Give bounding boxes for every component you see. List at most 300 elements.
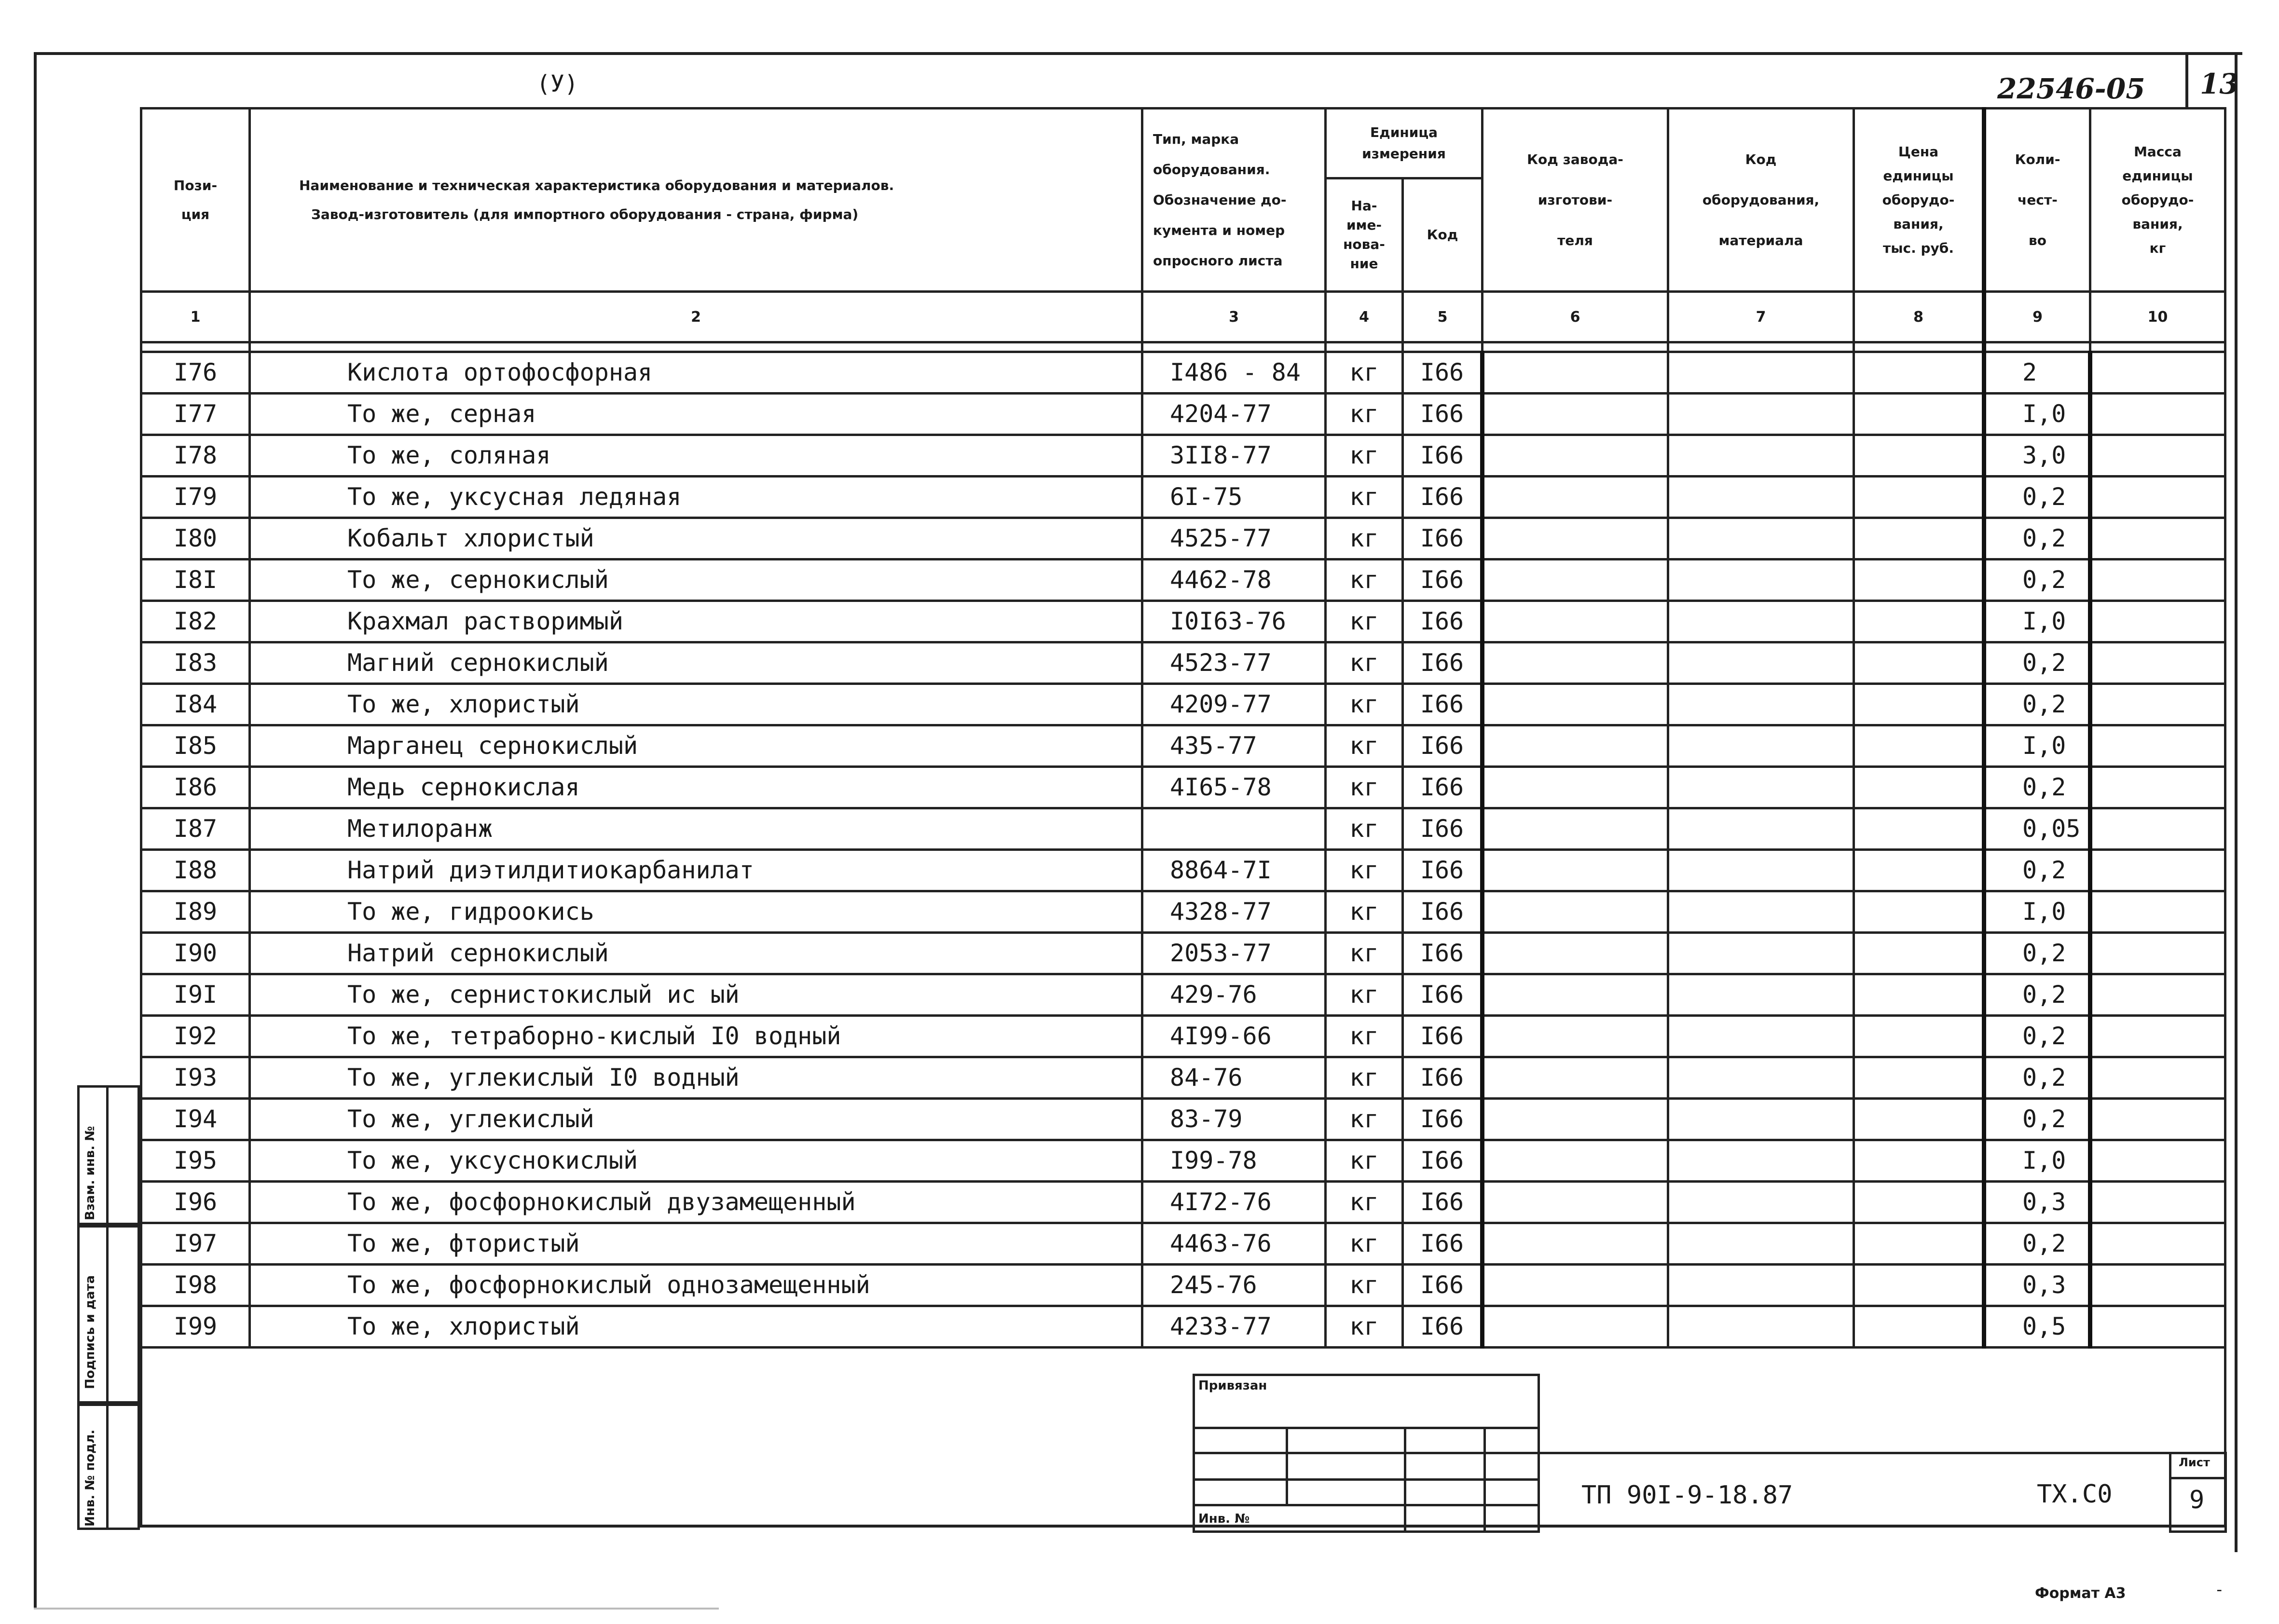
- factory-code-cell: [1483, 435, 1668, 477]
- type-cell: 8864-7I: [1142, 850, 1326, 891]
- quantity-cell: 0,2: [1984, 518, 2090, 560]
- header-unit-name: На- име- нова- ние: [1326, 178, 1403, 292]
- name-cell: То же, уксуснокислый: [250, 1140, 1142, 1182]
- unit-code-cell: I66: [1403, 684, 1483, 725]
- position-cell: I89: [141, 891, 250, 933]
- equipment-code-cell: [1668, 1140, 1854, 1182]
- unit-cell: кг: [1326, 1223, 1403, 1265]
- equipment-code-cell: [1668, 1265, 1854, 1306]
- unit-cell: кг: [1326, 891, 1403, 933]
- col-number: 10: [2090, 292, 2225, 342]
- type-cell: [1142, 808, 1326, 850]
- equipment-code-cell: [1668, 808, 1854, 850]
- equipment-code-cell: [1668, 684, 1854, 725]
- col-number: 9: [1984, 292, 2090, 342]
- type-cell: 84-76: [1142, 1057, 1326, 1099]
- position-cell: I96: [141, 1182, 250, 1223]
- equipment-code-cell: [1668, 435, 1854, 477]
- table-row: [141, 933, 2225, 974]
- equipment-code-cell: [1668, 642, 1854, 684]
- footer-dash: -: [2214, 1580, 2224, 1599]
- type-cell: 4I65-78: [1142, 767, 1326, 808]
- table-row: [141, 435, 2225, 477]
- privyazan-label: Привязан: [1198, 1378, 1267, 1393]
- name-cell: Крахмал растворимый: [250, 601, 1142, 642]
- quantity-cell: I,0: [1984, 891, 2090, 933]
- factory-code-cell: [1483, 974, 1668, 1016]
- factory-code-cell: [1483, 560, 1668, 601]
- quantity-cell: 2: [1984, 352, 2090, 394]
- quantity-cell: 0,05: [1984, 808, 2090, 850]
- unit-cell: кг: [1326, 767, 1403, 808]
- inv-number-label: Инв. №: [1198, 1512, 1250, 1526]
- position-cell: I88: [141, 850, 250, 891]
- factory-code-cell: [1483, 1182, 1668, 1223]
- factory-code-cell: [1483, 767, 1668, 808]
- mass-cell: [2090, 684, 2225, 725]
- unit-code-cell: I66: [1403, 642, 1483, 684]
- sheet-code: ТХ.С0: [2037, 1480, 2113, 1509]
- quantity-cell: 0,2: [1984, 1099, 2090, 1140]
- unit-cell: кг: [1326, 560, 1403, 601]
- mass-cell: [2090, 850, 2225, 891]
- unit-cell: кг: [1326, 435, 1403, 477]
- mass-cell: [2090, 1099, 2225, 1140]
- equipment-code-cell: [1668, 767, 1854, 808]
- price-cell: [1854, 1306, 1984, 1348]
- price-cell: [1854, 477, 1984, 518]
- equipment-code-cell: [1668, 352, 1854, 394]
- unit-cell: кг: [1326, 933, 1403, 974]
- mass-cell: [2090, 974, 2225, 1016]
- unit-code-cell: I66: [1403, 435, 1483, 477]
- price-cell: [1854, 808, 1984, 850]
- type-cell: I99-78: [1142, 1140, 1326, 1182]
- quantity-cell: 0,2: [1984, 560, 2090, 601]
- price-cell: [1854, 1223, 1984, 1265]
- position-cell: I9I: [141, 974, 250, 1016]
- quantity-cell: 3,0: [1984, 435, 2090, 477]
- mass-cell: [2090, 1223, 2225, 1265]
- type-cell: 4463-76: [1142, 1223, 1326, 1265]
- type-cell: 2053-77: [1142, 933, 1326, 974]
- quantity-cell: 0,2: [1984, 1223, 2090, 1265]
- header-unit-price: Цена единицы оборудо- вания, тыс. руб.: [1854, 109, 1984, 292]
- type-cell: 4525-77: [1142, 518, 1326, 560]
- factory-code-cell: [1483, 1099, 1668, 1140]
- table-row: [141, 352, 2225, 394]
- quantity-cell: 0,2: [1984, 767, 2090, 808]
- unit-cell: кг: [1326, 1140, 1403, 1182]
- name-cell: То же, уксусная ледяная: [250, 477, 1142, 518]
- table-row: [141, 394, 2225, 435]
- factory-code-cell: [1483, 1016, 1668, 1057]
- price-cell: [1854, 1182, 1984, 1223]
- table-row: [141, 1016, 2225, 1057]
- unit-cell: кг: [1326, 725, 1403, 767]
- name-cell: То же, сернокислый: [250, 560, 1142, 601]
- name-cell: Кислота ортофосфорная: [250, 352, 1142, 394]
- unit-cell: кг: [1326, 684, 1403, 725]
- quantity-cell: 0,3: [1984, 1182, 2090, 1223]
- position-cell: I8I: [141, 560, 250, 601]
- position-cell: I99: [141, 1306, 250, 1348]
- unit-cell: кг: [1326, 850, 1403, 891]
- price-cell: [1854, 891, 1984, 933]
- mass-cell: [2090, 477, 2225, 518]
- factory-code-cell: [1483, 891, 1668, 933]
- name-cell: То же, гидроокись: [250, 891, 1142, 933]
- price-cell: [1854, 933, 1984, 974]
- col-number: 1: [141, 292, 250, 342]
- stamp-vzam-inv-label: Взам. инв. №: [83, 1126, 97, 1220]
- unit-cell: кг: [1326, 394, 1403, 435]
- doc-code: ТП 90I-9-18.87: [1581, 1481, 1793, 1510]
- table-row: [141, 891, 2225, 933]
- quantity-cell: I,0: [1984, 394, 2090, 435]
- header-name: Наименование и техническая характеристика оборудования и материалов. Завод-изготовитель (для импортного оборудования - страна, фирма): [250, 109, 1142, 292]
- table-row: [141, 518, 2225, 560]
- type-cell: 429-76: [1142, 974, 1326, 1016]
- name-cell: То же, фтористый: [250, 1223, 1142, 1265]
- name-cell: Натрий диэтилдитиокарбанилат: [250, 850, 1142, 891]
- mass-cell: [2090, 767, 2225, 808]
- name-cell: То же, серная: [250, 394, 1142, 435]
- equipment-code-cell: [1668, 518, 1854, 560]
- equipment-code-cell: [1668, 1099, 1854, 1140]
- quantity-cell: 0,5: [1984, 1306, 2090, 1348]
- equipment-code-cell: [1668, 560, 1854, 601]
- quantity-cell: 0,2: [1984, 1016, 2090, 1057]
- table-row: [141, 560, 2225, 601]
- type-cell: 4462-78: [1142, 560, 1326, 601]
- bottom-blank-area: [141, 1348, 2225, 1527]
- unit-cell: кг: [1326, 1265, 1403, 1306]
- position-cell: I90: [141, 933, 250, 974]
- mass-cell: [2090, 352, 2225, 394]
- price-cell: [1854, 725, 1984, 767]
- table-row: [141, 477, 2225, 518]
- quantity-cell: I,0: [1984, 725, 2090, 767]
- name-cell: То же, тетраборно-кислый I0 водный: [250, 1016, 1142, 1057]
- name-cell: То же, фосфорнокислый двузамещенный: [250, 1182, 1142, 1223]
- quantity-cell: 0,2: [1984, 850, 2090, 891]
- sheet-label: Лист: [2179, 1456, 2210, 1469]
- unit-cell: кг: [1326, 642, 1403, 684]
- table-row: [141, 684, 2225, 725]
- table-row: [141, 1223, 2225, 1265]
- mass-cell: [2090, 1265, 2225, 1306]
- factory-code-cell: [1483, 933, 1668, 974]
- name-cell: Кобальт хлористый: [250, 518, 1142, 560]
- col-number: 5: [1403, 292, 1483, 342]
- stamp-divider: [106, 1085, 109, 1530]
- type-cell: 245-76: [1142, 1265, 1326, 1306]
- factory-code-cell: [1483, 850, 1668, 891]
- equipment-code-cell: [1668, 601, 1854, 642]
- col-number: 7: [1668, 292, 1854, 342]
- equipment-code-cell: [1668, 933, 1854, 974]
- col-number: 3: [1142, 292, 1326, 342]
- price-cell: [1854, 684, 1984, 725]
- col-number: 2: [250, 292, 1142, 342]
- table-body: [141, 352, 2225, 1348]
- factory-code-cell: [1483, 642, 1668, 684]
- unit-cell: кг: [1326, 974, 1403, 1016]
- position-cell: I92: [141, 1016, 250, 1057]
- type-cell: 4209-77: [1142, 684, 1326, 725]
- unit-code-cell: I66: [1403, 974, 1483, 1016]
- header-row-1: [141, 109, 2225, 178]
- unit-code-cell: I66: [1403, 725, 1483, 767]
- header-unit-code: Код: [1403, 178, 1483, 292]
- type-cell: I486 - 84: [1142, 352, 1326, 394]
- equipment-code-cell: [1668, 891, 1854, 933]
- price-cell: [1854, 1140, 1984, 1182]
- header-quantity: Коли- чест- во: [1984, 109, 2090, 292]
- mass-cell: [2090, 642, 2225, 684]
- unit-cell: кг: [1326, 601, 1403, 642]
- mass-cell: [2090, 1016, 2225, 1057]
- position-cell: I84: [141, 684, 250, 725]
- paper-format: Формат А3: [2035, 1585, 2126, 1602]
- price-cell: [1854, 435, 1984, 477]
- unit-code-cell: I66: [1403, 394, 1483, 435]
- mass-cell: [2090, 394, 2225, 435]
- type-cell: 4328-77: [1142, 891, 1326, 933]
- price-cell: [1854, 1265, 1984, 1306]
- header-factory-code: Код завода- изготови- теля: [1483, 109, 1668, 292]
- header-unit: Единица измерения: [1326, 109, 1483, 178]
- position-cell: I83: [141, 642, 250, 684]
- position-cell: I94: [141, 1099, 250, 1140]
- unit-cell: кг: [1326, 477, 1403, 518]
- column-number-row: [141, 292, 2225, 342]
- unit-code-cell: I66: [1403, 850, 1483, 891]
- factory-code-cell: [1483, 394, 1668, 435]
- position-cell: I78: [141, 435, 250, 477]
- quantity-cell: 0,2: [1984, 1057, 2090, 1099]
- price-cell: [1854, 394, 1984, 435]
- factory-code-cell: [1483, 1140, 1668, 1182]
- type-cell: 435-77: [1142, 725, 1326, 767]
- type-cell: 4I99-66: [1142, 1016, 1326, 1057]
- col-number: 6: [1483, 292, 1668, 342]
- document-number: 22546-05: [1997, 72, 2145, 105]
- table-row: [141, 808, 2225, 850]
- position-cell: I98: [141, 1265, 250, 1306]
- type-cell: 83-79: [1142, 1099, 1326, 1140]
- position-cell: I77: [141, 394, 250, 435]
- mass-cell: [2090, 1057, 2225, 1099]
- unit-code-cell: I66: [1403, 1265, 1483, 1306]
- type-cell: 4523-77: [1142, 642, 1326, 684]
- bottom-scan-line: [34, 1608, 719, 1610]
- quantity-cell: I,0: [1984, 1140, 2090, 1182]
- quantity-cell: 0,2: [1984, 642, 2090, 684]
- name-cell: То же, углекислый: [250, 1099, 1142, 1140]
- position-cell: I97: [141, 1223, 250, 1265]
- header-equipment-code: Код оборудования, материала: [1668, 109, 1854, 292]
- name-cell: Медь сернокислая: [250, 767, 1142, 808]
- mass-cell: [2090, 1182, 2225, 1223]
- quantity-cell: 0,3: [1984, 1265, 2090, 1306]
- page-corner-number: 13: [2200, 68, 2239, 100]
- unit-cell: кг: [1326, 1016, 1403, 1057]
- frame-right-edge: [2235, 52, 2238, 1552]
- sheet-number: 9: [2189, 1486, 2205, 1515]
- unit-code-cell: I66: [1403, 1306, 1483, 1348]
- unit-code-cell: I66: [1403, 933, 1483, 974]
- position-cell: I82: [141, 601, 250, 642]
- equipment-code-cell: [1668, 974, 1854, 1016]
- mass-cell: [2090, 933, 2225, 974]
- specification-table: [140, 107, 2226, 1528]
- price-cell: [1854, 974, 1984, 1016]
- mass-cell: [2090, 725, 2225, 767]
- table-row: [141, 1306, 2225, 1348]
- name-cell: То же, углекислый I0 водный: [250, 1057, 1142, 1099]
- type-cell: I0I63-76: [1142, 601, 1326, 642]
- table-row: [141, 1140, 2225, 1182]
- factory-code-cell: [1483, 1265, 1668, 1306]
- equipment-code-cell: [1668, 1306, 1854, 1348]
- name-cell: Марганец сернокислый: [250, 725, 1142, 767]
- equipment-code-cell: [1668, 477, 1854, 518]
- unit-code-cell: I66: [1403, 477, 1483, 518]
- mass-cell: [2090, 1306, 2225, 1348]
- name-cell: Метилоранж: [250, 808, 1142, 850]
- type-cell: 3II8-77: [1142, 435, 1326, 477]
- unit-code-cell: I66: [1403, 1223, 1483, 1265]
- type-cell: 6I-75: [1142, 477, 1326, 518]
- mass-cell: [2090, 808, 2225, 850]
- table-row: [141, 767, 2225, 808]
- position-cell: I86: [141, 767, 250, 808]
- name-cell: То же, фосфорнокислый однозамещенный: [250, 1265, 1142, 1306]
- position-cell: I87: [141, 808, 250, 850]
- header-type: Тип, марка оборудования. Обозначение до- кумента и номер опросного листа: [1142, 109, 1326, 292]
- equipment-code-cell: [1668, 1223, 1854, 1265]
- mass-cell: [2090, 601, 2225, 642]
- table-row: [141, 974, 2225, 1016]
- position-cell: I76: [141, 352, 250, 394]
- position-cell: I95: [141, 1140, 250, 1182]
- unit-cell: кг: [1326, 1306, 1403, 1348]
- unit-cell: кг: [1326, 1099, 1403, 1140]
- type-cell: 4233-77: [1142, 1306, 1326, 1348]
- table-row: [141, 642, 2225, 684]
- factory-code-cell: [1483, 1223, 1668, 1265]
- factory-code-cell: [1483, 518, 1668, 560]
- table-row: [141, 1099, 2225, 1140]
- name-cell: То же, соляная: [250, 435, 1142, 477]
- unit-code-cell: I66: [1403, 808, 1483, 850]
- unit-cell: кг: [1326, 1057, 1403, 1099]
- equipment-code-cell: [1668, 1182, 1854, 1223]
- unit-cell: кг: [1326, 1182, 1403, 1223]
- unit-code-cell: I66: [1403, 518, 1483, 560]
- name-cell: Магний сернокислый: [250, 642, 1142, 684]
- price-cell: [1854, 560, 1984, 601]
- table-row: [141, 850, 2225, 891]
- price-cell: [1854, 1016, 1984, 1057]
- unit-cell: кг: [1326, 352, 1403, 394]
- price-cell: [1854, 601, 1984, 642]
- header-position: Пози- ция: [141, 109, 250, 292]
- unit-cell: кг: [1326, 518, 1403, 560]
- position-cell: I85: [141, 725, 250, 767]
- factory-code-cell: [1483, 684, 1668, 725]
- mass-cell: [2090, 891, 2225, 933]
- unit-code-cell: I66: [1403, 1182, 1483, 1223]
- mass-cell: [2090, 560, 2225, 601]
- equipment-code-cell: [1668, 394, 1854, 435]
- spacer-row: [141, 342, 2225, 352]
- name-cell: То же, хлористый: [250, 1306, 1142, 1348]
- quantity-cell: I,0: [1984, 601, 2090, 642]
- unit-code-cell: I66: [1403, 352, 1483, 394]
- unit-code-cell: I66: [1403, 560, 1483, 601]
- table-row: [141, 601, 2225, 642]
- price-cell: [1854, 1099, 1984, 1140]
- mass-cell: [2090, 435, 2225, 477]
- type-cell: 4204-77: [1142, 394, 1326, 435]
- top-marker: (У): [536, 70, 578, 97]
- price-cell: [1854, 1057, 1984, 1099]
- factory-code-cell: [1483, 352, 1668, 394]
- table-row: [141, 1265, 2225, 1306]
- unit-code-cell: I66: [1403, 1099, 1483, 1140]
- quantity-cell: 0,2: [1984, 684, 2090, 725]
- unit-cell: кг: [1326, 808, 1403, 850]
- equipment-code-cell: [1668, 1016, 1854, 1057]
- unit-code-cell: I66: [1403, 1057, 1483, 1099]
- table-row: [141, 1182, 2225, 1223]
- stamp-podpis-data-label: Подпись и дата: [83, 1275, 97, 1389]
- name-cell: То же, хлористый: [250, 684, 1142, 725]
- price-cell: [1854, 850, 1984, 891]
- quantity-cell: 0,2: [1984, 477, 2090, 518]
- position-cell: I79: [141, 477, 250, 518]
- header-mass: Масса единицы оборудо- вания, кг: [2090, 109, 2225, 292]
- col-number: 8: [1854, 292, 1984, 342]
- price-cell: [1854, 642, 1984, 684]
- stamp-inv-podl-label: Инв. № подл.: [83, 1429, 97, 1527]
- equipment-code-cell: [1668, 1057, 1854, 1099]
- quantity-cell: 0,2: [1984, 933, 2090, 974]
- factory-code-cell: [1483, 601, 1668, 642]
- unit-code-cell: I66: [1403, 891, 1483, 933]
- unit-code-cell: I66: [1403, 1140, 1483, 1182]
- factory-code-cell: [1483, 725, 1668, 767]
- unit-code-cell: I66: [1403, 1016, 1483, 1057]
- price-cell: [1854, 518, 1984, 560]
- unit-code-cell: I66: [1403, 767, 1483, 808]
- position-cell: I80: [141, 518, 250, 560]
- price-cell: [1854, 767, 1984, 808]
- table-row: [141, 1057, 2225, 1099]
- title-block-top: [1539, 1452, 2224, 1454]
- mass-cell: [2090, 518, 2225, 560]
- mass-cell: [2090, 1140, 2225, 1182]
- equipment-code-cell: [1668, 725, 1854, 767]
- factory-code-cell: [1483, 1306, 1668, 1348]
- quantity-cell: 0,2: [1984, 974, 2090, 1016]
- factory-code-cell: [1483, 477, 1668, 518]
- position-cell: I93: [141, 1057, 250, 1099]
- price-cell: [1854, 352, 1984, 394]
